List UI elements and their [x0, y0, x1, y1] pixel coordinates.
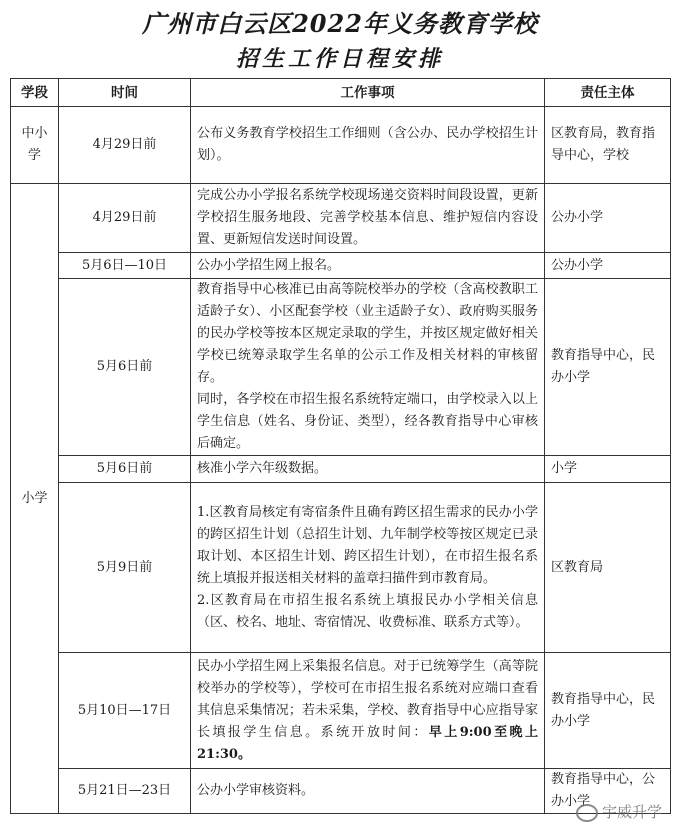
task-paragraph: 教育指导中心核准已由高等院校举办的学校（含高校教职工适龄子女）、小区配套学校（业主适龄子女）、政府购买服务的民办学校等按本区规定录取的学生，并按区规定做好相关学校已统筹录取学生名单的公示工作及相关材料的审核留存。: [197, 282, 538, 385]
watermark: [576, 801, 662, 822]
schedule-table: [10, 78, 671, 814]
task-cell: [191, 483, 545, 653]
table-row: [11, 456, 671, 483]
watermark-text: 宇威升学: [601, 803, 662, 821]
table-row: [11, 483, 671, 653]
responsible-cell: 小学: [545, 456, 671, 483]
task-text: 民办小学招生网上采集报名信息。对于已统筹学生（高等院校举办的学校等），学校可在市招生报名系统对应端口查看其信息采集情况；若未采集，学校、教育指导中心应指导家长填报学生信息。系统开放时间：: [197, 658, 538, 740]
time-cell: 5月6日—10日: [59, 253, 191, 279]
header-stage: 学段: [11, 79, 59, 107]
task-cell: 公布义务教育学校招生工作细则（含公办、民办学校招生计划）。: [191, 107, 545, 184]
header-time: 时间: [59, 79, 191, 107]
task-cell: 公办小学招生网上报名。: [191, 253, 545, 279]
time-cell: 4月29日前: [59, 184, 191, 253]
responsible-cell: 区教育局: [545, 483, 671, 653]
wechat-icon: [576, 804, 598, 822]
time-cell: 5月10日—17日: [59, 653, 191, 769]
responsible-cell: 公办小学: [545, 184, 671, 253]
responsible-cell: 教育指导中心，民办小学: [545, 279, 671, 456]
task-cell: 公办小学审核资料。: [191, 769, 545, 814]
time-cell: 5月9日前: [59, 483, 191, 653]
document-subtitle: 招生工作日程安排: [235, 46, 444, 72]
responsible-cell: 区教育局，教育指导中心，学校: [545, 107, 671, 184]
time-cell: 5月21日—23日: [59, 769, 191, 814]
time-cell: 4月29日前: [59, 107, 191, 184]
responsible-cell: 教育指导中心，公办小学: [545, 769, 671, 814]
task-paragraph: 1.区教育局核定有寄宿条件且确有跨区招生需求的民办小学的跨区招生计划（总招生计划、九年制学校等按区规定已录取计划、本区招生计划、跨区招生计划），在市招生报名系统上填报并报送相关材料的盖章扫描件到市教育局。: [197, 504, 538, 586]
table-row: [11, 769, 671, 814]
table-row: [11, 107, 671, 184]
header-responsible: 责任主体: [545, 79, 671, 107]
time-cell: 5月6日前: [59, 456, 191, 483]
task-cell: [191, 279, 545, 456]
header-task: 工作事项: [191, 79, 545, 107]
open-hours-highlight: 早上9:00至晚上21:30。: [197, 724, 538, 762]
responsible-cell: 教育指导中心，民办小学: [545, 653, 671, 769]
table-row: [11, 184, 671, 253]
table-row: [11, 653, 671, 769]
document-title: 广州市白云区2022年义务教育学校: [142, 9, 538, 38]
task-paragraph: 2.区教育局在市招生报名系统上填报民办小学相关信息（区、校名、地址、寄宿情况、收费标准、联系方式等）。: [197, 592, 538, 630]
stage-cell: 小学: [11, 184, 59, 814]
responsible-cell: 公办小学: [545, 253, 671, 279]
time-cell: 5月6日前: [59, 279, 191, 456]
task-cell: [191, 653, 545, 769]
table-header-row: [11, 79, 671, 107]
table-row: [11, 253, 671, 279]
table-row: [11, 279, 671, 456]
task-paragraph: 同时，各学校在市招生报名系统特定端口，由学校录入以上学生信息（姓名、身份证、类型），经各教育指导中心审核后确定。: [197, 392, 538, 451]
stage-cell: 中小学: [11, 107, 59, 184]
task-cell: 核准小学六年级数据。: [191, 456, 545, 483]
task-cell: 完成公办小学报名系统学校现场递交资料时间段设置，更新学校招生服务地段、完善学校基本信息、维护短信内容设置、更新短信发送时间设置。: [191, 184, 545, 253]
